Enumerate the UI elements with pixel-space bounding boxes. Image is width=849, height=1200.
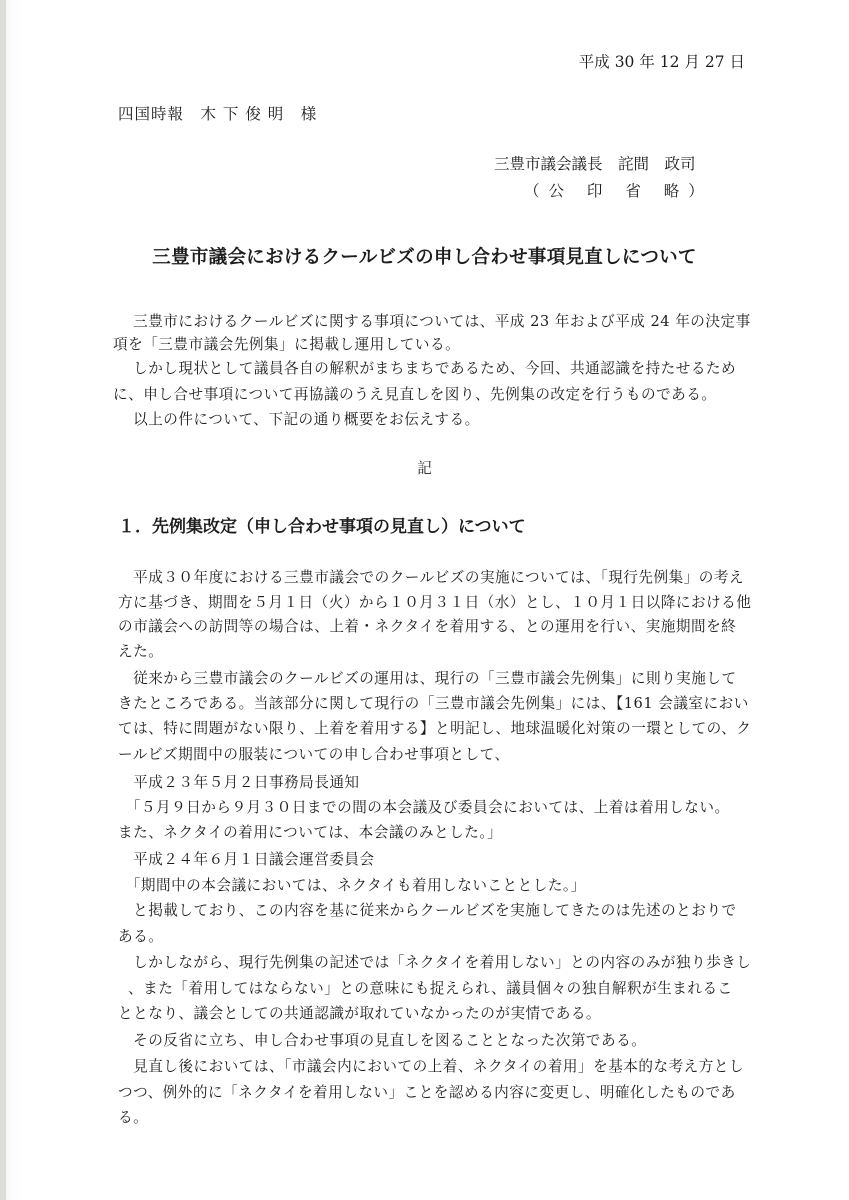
body-line: その反省に立ち、申し合わせ事項の見直しを図ることとなった次第である。 xyxy=(118,1032,647,1049)
body-line: つつ、例外的に「ネクタイを着用しない」ことを認める内容に変更し、明確化したものであ xyxy=(118,1084,736,1101)
section-heading: １．先例集改定（申し合わせ事項の見直し）について xyxy=(118,517,526,537)
body-line: 「期間中の本会議においては、ネクタイも着用しないこととした。」 xyxy=(118,877,586,894)
seal-note: （公 印 省 略） xyxy=(524,182,713,200)
intro-line: 三豊市におけるクールビズに関する事項については、平成 23 年および平成 24 年の決定事 xyxy=(118,313,751,330)
intro-line: しかし現状として議員各自の解釈がまちまちであるため、今回、共通認識を持たせるため xyxy=(118,360,737,377)
sender: 三豊市議会議長 詫間 政司 xyxy=(494,155,696,173)
body-line: ては、特に問題がない限り、上着を着用する】と明記し、地球温暖化対策の一環としての、ク xyxy=(118,720,752,737)
body-line: 平成２３年５月２日事務局長通知 xyxy=(118,774,360,791)
body-line: 平成２４年６月１日議会運営委員会 xyxy=(118,851,375,868)
intro-line: に、申し合せ事項について再協議のうえ見直しを図り、先例集の改定を行うものである。 xyxy=(113,386,717,403)
document-date: 平成 30 年 12 月 27 日 xyxy=(578,53,745,71)
body-line: と掲載しており、この内容を基に従来からクールビズを実施してきたのは先述のとおりで xyxy=(118,902,737,919)
scan-edge xyxy=(0,0,6,1200)
body-line: えた。 xyxy=(118,643,164,660)
body-line: 従来から三豊市議会のクールビズの運用は、現行の「三豊市議会先例集」に則り実施して xyxy=(118,670,737,687)
body-line: の市議会への訪問等の場合は、上着・ネクタイを着用する、との運用を行い、実施期間を終 xyxy=(118,618,737,635)
body-line: 見直し後においては、「市議会内においての上着、ネクタイの着用」を基本的な考え方とし xyxy=(118,1058,745,1075)
body-line: しかしながら、現行先例集の記述では「ネクタイを着用しない」との内容のみが独り歩きし xyxy=(118,954,752,971)
body-line: ある。 xyxy=(118,928,164,945)
body-line: また、ネクタイの着用については、本会議のみとした。」 xyxy=(118,824,503,841)
body-line: る。 xyxy=(118,1109,149,1126)
ki-marker: 記 xyxy=(417,460,432,477)
document-title: 三豊市議会におけるクールビズの申し合わせ事項見直しについて xyxy=(152,247,697,268)
body-line: 「５月９日から９月３０日までの間の本会議及び委員会においては、上着は着用しない。 xyxy=(118,799,730,816)
body-line: 平成３０年度における三豊市議会でのクールビズの実施については、「現行先例集」の考え xyxy=(118,569,745,586)
addressee: 四国時報 木 下 俊 明 様 xyxy=(118,105,318,123)
body-line: ととなり、議会としての共通認識が取れていなかったのが実情である。 xyxy=(118,1005,602,1022)
body-line: 方に基づき、期間を５月１日（火）から１０月３１日（水）とし、１０月１日以降における他 xyxy=(118,594,752,611)
body-line: きたところである。当該部分に関して現行の「三豊市議会先例集」には、【161 会議室におい xyxy=(118,695,749,712)
intro-line: 項を「三豊市議会先例集」に掲載し運用している。 xyxy=(113,336,461,353)
body-line: 、また「着用してはならない」との意味にも捉えられ、議員個々の独自解釈が生まれるこ xyxy=(128,980,733,997)
body-line: ールビズ期間中の服装についての申し合わせ事項として、 xyxy=(118,746,510,763)
intro-line: 以上の件について、下記の通り概要をお伝えする。 xyxy=(118,411,480,428)
